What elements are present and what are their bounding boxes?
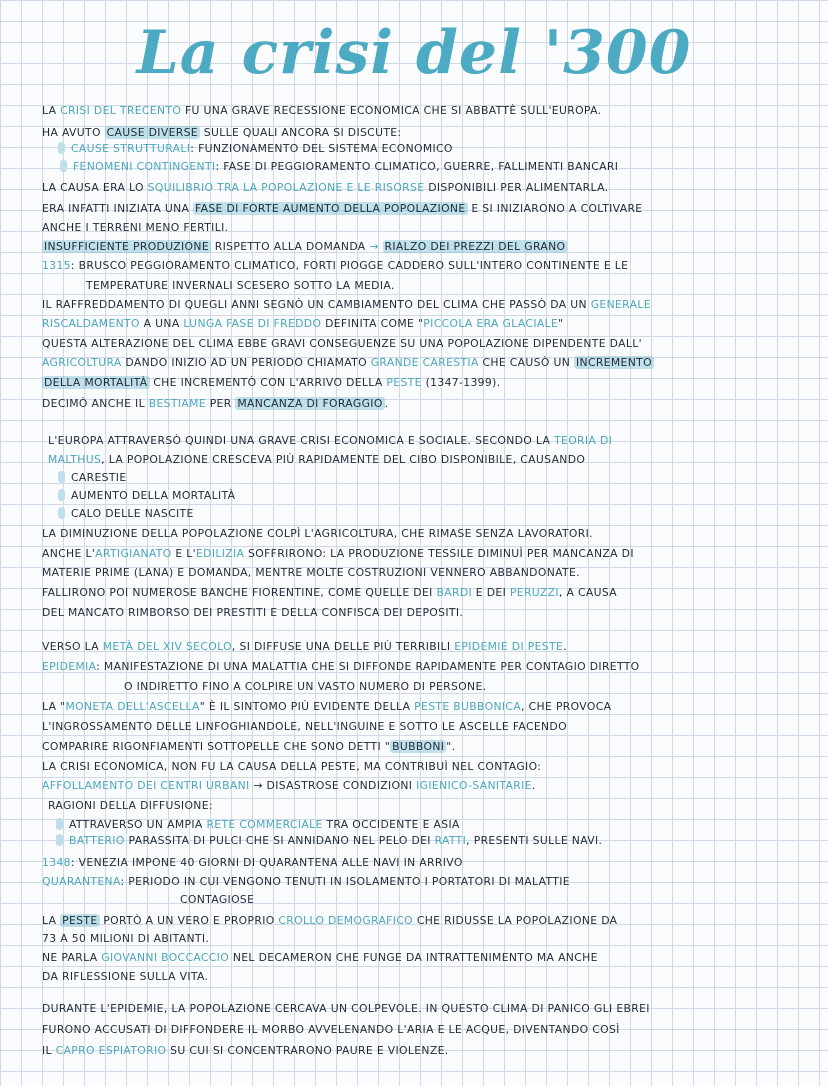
- note-text: ANCHE L': [42, 547, 96, 560]
- note-text: ".: [446, 740, 456, 753]
- note-line: [42, 720, 567, 734]
- note-line: [180, 893, 254, 907]
- bullet-marker: [58, 471, 65, 483]
- note-line: [42, 298, 651, 312]
- note-text: DA RIFLESSIONE SULLA VITA.: [42, 970, 209, 983]
- note-line: [42, 856, 463, 870]
- keyword-blue: GIOVANNI BOCCACCIO: [101, 951, 230, 964]
- note-text: QUESTA ALTERAZIONE DEL CLIMA EBBE GRAVI CONSEGUENZE SU UNA POPOLAZIONE DIPENDENTE DALL': [42, 337, 642, 350]
- note-text: DISPONIBILI PER ALIMENTARLA.: [424, 181, 609, 194]
- note-line: [124, 680, 486, 694]
- note-text: : FASE DI PEGGIORAMENTO CLIMATICO, GUERRE, FALLIMENTI BANCARI: [215, 160, 619, 173]
- note-text: ATTRAVERSO UN AMPIA: [69, 818, 207, 831]
- keyword-blue: BARDI: [436, 586, 473, 599]
- keyword-highlight: RIALZO DEI PREZZI DEL GRANO: [384, 240, 566, 253]
- keyword-blue: RATTI: [434, 834, 467, 847]
- note-line: [58, 142, 453, 156]
- keyword-blue: BESTIAME: [148, 397, 206, 410]
- keyword-blue: EPIDEMIE DI PESTE: [454, 640, 564, 653]
- note-text: CARESTIE: [71, 471, 127, 484]
- note-line: [60, 160, 618, 174]
- keyword-blue: AFFOLLAMENTO DEI CENTRI URBANI: [42, 779, 250, 792]
- note-text: LA CAUSA ERA LO: [42, 181, 148, 194]
- note-text: : BRUSCO PEGGIORAMENTO CLIMATICO, FORTI PIOGGE CADDERO SULL'INTERO CONTINENTE E LE: [70, 259, 629, 272]
- note-text: IL RAFFREDDAMENTO DI QUEGLI ANNI SEGNÒ UN CAMBIAMENTO DEL CLIMA CHE PASSÒ DA UN: [42, 298, 591, 311]
- note-text: LA ": [42, 700, 66, 713]
- note-text: HA AVUTO: [42, 126, 105, 139]
- note-text: SOFFRIRONO: LA PRODUZIONE TESSILE DIMINUÌ PER MANCANZA DI: [244, 547, 634, 560]
- note-text: (1347-1399).: [421, 376, 501, 389]
- note-text: : MANIFESTAZIONE DI UNA MALATTIA CHE SI DIFFONDE RAPIDAMENTE PER CONTAGIO DIRETTO: [96, 660, 640, 673]
- note-text: LA DIMINUZIONE DELLA POPOLAZIONE COLPÌ L'AGRICOLTURA, CHE RIMASE SENZA LAVORATORI.: [42, 527, 593, 540]
- keyword-blue: PESTE: [386, 376, 422, 389]
- note-text: CONTAGIOSE: [180, 893, 255, 906]
- note-line: [42, 240, 567, 254]
- keyword-highlight: FASE DI FORTE AUMENTO DELLA POPOLAZIONE: [195, 202, 466, 215]
- note-line: [42, 376, 500, 390]
- note-text: LA: [42, 104, 61, 117]
- note-text: , LA POPOLAZIONE CRESCEVA PIÙ RAPIDAMENTE DEL CIBO DISPONIBILE, CAUSANDO: [101, 453, 586, 466]
- note-text: FU UNA GRAVE RECESSIONE ECONOMICA CHE SI ABBATTÈ SULL'EUROPA.: [181, 104, 602, 117]
- keyword-blue: QUARANTENA: [42, 875, 121, 888]
- note-line: [58, 489, 235, 503]
- note-line: [42, 181, 608, 195]
- note-line: [42, 566, 580, 580]
- note-text: ANCHE I TERRENI MENO FERTILI.: [42, 221, 229, 234]
- note-line: [42, 202, 642, 216]
- keyword-highlight: CAUSE DIVERSE: [106, 126, 198, 139]
- keyword-blue: CAPRO ESPIATORIO: [55, 1044, 167, 1057]
- note-text: DEL MANCATO RIMBORSO DEI PRESTITI E DELLA CONFISCA DEI DEPOSITI.: [42, 606, 464, 619]
- note-line: [42, 126, 401, 140]
- note-text: PARASSITA DI PULCI CHE SI ANNIDANO NEL PELO DEI: [124, 834, 435, 847]
- note-text: A UNA: [139, 317, 184, 330]
- note-text: E L': [171, 547, 196, 560]
- note-text: L'EUROPA ATTRAVERSÒ QUINDI UNA GRAVE CRISI ECONOMICA E SOCIALE. SECONDO LA: [48, 434, 555, 447]
- bullet-marker: [58, 142, 65, 154]
- keyword-highlight: PESTE: [62, 914, 98, 927]
- page-title: La crisi del '300: [136, 18, 692, 88]
- note-line: [42, 970, 208, 984]
- note-line: [58, 507, 194, 521]
- note-line: [42, 586, 617, 600]
- bullet-marker: [58, 507, 65, 519]
- note-line: [42, 914, 617, 928]
- note-line: [42, 700, 611, 714]
- note-line: [48, 453, 585, 467]
- keyword-highlight: MANCANZA DI FORAGGIO: [237, 397, 383, 410]
- keyword-blue: CRISI DEL TRECENTO: [60, 104, 182, 117]
- keyword-highlight: BUBBONI: [392, 740, 445, 753]
- keyword-blue: EPIDEMIA: [42, 660, 97, 673]
- bullet-marker: [56, 818, 63, 830]
- keyword-blue: GENERALE: [590, 298, 651, 311]
- note-text: DEFINITA COME ": [321, 317, 424, 330]
- note-text: FURONO ACCUSATI DI DIFFONDERE IL MORBO AVVELENANDO L'ARIA E LE ACQUE, DIVENTANDO COSÌ: [42, 1023, 620, 1036]
- keyword-highlight: DELLA MORTALITÀ: [44, 376, 148, 389]
- note-text: DURANTE L'EPIDEMIE, LA POPOLAZIONE CERCAVA UN COLPEVOLE. IN QUESTO CLIMA DI PANICO GLI EBREI: [42, 1002, 650, 1015]
- keyword-blue: EDILIZIA: [195, 547, 245, 560]
- note-line: [42, 317, 563, 331]
- note-line: [56, 834, 602, 848]
- note-text: LA CRISI ECONOMICA, NON FU LA CAUSA DELLA PESTE, MA CONTRIBUÌ NEL CONTAGIO:: [42, 760, 542, 773]
- note-text: MATERIE PRIME (LANA) E DOMANDA, MENTRE MOLTE COSTRUZIONI VENNERO ABBANDONATE.: [42, 566, 580, 579]
- note-line: [42, 760, 541, 774]
- note-line: [42, 259, 628, 273]
- note-line: [42, 1044, 449, 1058]
- keyword-blue: TEORIA DI: [554, 434, 613, 447]
- note-text: , PRESENTI SULLE NAVI.: [466, 834, 603, 847]
- keyword-blue: ARTIGIANATO: [95, 547, 172, 560]
- keyword-highlight: INCREMENTO: [575, 356, 652, 369]
- note-text: RISPETTO ALLA DOMANDA: [211, 240, 370, 253]
- bullet-marker: [60, 160, 67, 172]
- note-line: [42, 660, 640, 674]
- note-text: SU CUI SI CONCENTRARONO PAURE E VIOLENZE.: [166, 1044, 449, 1057]
- note-line: [42, 397, 388, 411]
- note-text: NEL DECAMERON CHE FUNGE DA INTRATTENIMENTO MA ANCHE: [229, 951, 598, 964]
- note-text: LA: [42, 914, 61, 927]
- note-line: [42, 1023, 620, 1037]
- note-text: RAGIONI DELLA DIFFUSIONE:: [48, 799, 213, 812]
- note-line: [48, 434, 612, 448]
- note-text: .: [531, 779, 536, 792]
- note-text: TEMPERATURE INVERNALI SCESERO SOTTO LA MEDIA.: [86, 279, 395, 292]
- note-text: PORTÒ A UN VERO E PROPRIO: [99, 914, 279, 927]
- keyword-blue: SQUILIBRIO TRA LA POPOLAZIONE E LE RISORSE: [147, 181, 425, 194]
- note-line: [42, 875, 570, 889]
- note-text: CHE INCREMENTÒ CON L'ARRIVO DELLA: [149, 376, 387, 389]
- note-text: E SI INIZIARONO A COLTIVARE: [467, 202, 643, 215]
- keyword-blue: CROLLO DEMOGRAFICO: [278, 914, 414, 927]
- note-text: DANDO INIZIO AD UN PERIODO CHIAMATO: [121, 356, 371, 369]
- note-text: NE PARLA: [42, 951, 102, 964]
- keyword-blue: MALTHUS: [48, 453, 102, 466]
- keyword-blue: AGRICOLTURA: [42, 356, 122, 369]
- note-text: → DISASTROSE CONDIZIONI: [249, 779, 417, 792]
- keyword-blue: 1315: [42, 259, 71, 272]
- keyword-blue: CAUSE STRUTTURALI: [71, 142, 191, 155]
- note-text: : PERIODO IN CUI VENGONO TENUTI IN ISOLAMENTO I PORTATORI DI MALATTIE: [120, 875, 570, 888]
- note-text: 73 A 50 MILIONI DI ABITANTI.: [42, 932, 210, 945]
- note-line: [42, 740, 455, 754]
- note-text: : FUNZIONAMENTO DEL SISTEMA ECONOMICO: [190, 142, 453, 155]
- note-text: TRA OCCIDENTE E ASIA: [322, 818, 460, 831]
- note-text: CHE RIDUSSE LA POPOLAZIONE DA: [413, 914, 618, 927]
- keyword-blue: →: [369, 240, 379, 253]
- note-line: [42, 640, 567, 654]
- note-text: .: [563, 640, 567, 653]
- note-text: CHE CAUSÒ UN: [478, 356, 574, 369]
- note-line: [42, 337, 642, 351]
- note-line: [48, 799, 213, 813]
- note-text: AUMENTO DELLA MORTALITÀ: [71, 489, 236, 502]
- note-text: " È IL SINTOMO PIÙ EVIDENTE DELLA: [199, 700, 415, 713]
- note-text: ERA INFATTI INIZIATA UNA: [42, 202, 194, 215]
- keyword-blue: RISCALDAMENTO: [42, 317, 140, 330]
- note-line: [42, 779, 536, 793]
- note-text: : VENEZIA IMPONE 40 GIORNI DI QUARANTENA ALLE NAVI IN ARRIVO: [70, 856, 463, 869]
- note-text: DECIMÒ ANCHE IL: [42, 397, 149, 410]
- note-line: [42, 547, 634, 561]
- note-text: FALLIRONO POI NUMEROSE BANCHE FIORENTINE, COME QUELLE DEI: [42, 586, 437, 599]
- keyword-blue: RETE COMMERCIALE: [206, 818, 323, 831]
- keyword-blue: BATTERIO: [69, 834, 125, 847]
- note-text: [379, 240, 383, 253]
- keyword-blue: 1348: [42, 856, 71, 869]
- note-text: L'INGROSSAMENTO DELLE LINFOGHIANDOLE, NELL'INGUINE E SOTTO LE ASCELLE FACENDO: [42, 720, 567, 733]
- keyword-blue: GRANDE CARESTIA: [370, 356, 479, 369]
- note-line: [56, 818, 460, 832]
- note-line: [42, 951, 598, 965]
- bullet-marker: [58, 489, 65, 501]
- keyword-blue: LUNGA FASE DI FREDDO: [183, 317, 322, 330]
- note-text: COMPARIRE RIGONFIAMENTI SOTTOPELLE CHE SONO DETTI ": [42, 740, 391, 753]
- note-text: SULLE QUALI ANCORA SI DISCUTE:: [199, 126, 402, 139]
- note-text: PER: [205, 397, 236, 410]
- keyword-blue: PICCOLA ERA GLACIALE: [423, 317, 559, 330]
- keyword-blue: IGIENICO-SANITARIE: [416, 779, 532, 792]
- note-line: [42, 356, 654, 370]
- note-text: E DEI: [472, 586, 510, 599]
- note-line: [42, 104, 601, 118]
- keyword-blue: FENOMENI CONTINGENTI: [73, 160, 216, 173]
- note-text: O INDIRETTO FINO A COLPIRE UN VASTO NUMERO DI PERSONE.: [124, 680, 487, 693]
- note-text: , A CAUSA: [558, 586, 617, 599]
- note-line: [42, 527, 593, 541]
- note-text: , SI DIFFUSE UNA DELLE PIÙ TERRIBILI: [231, 640, 455, 653]
- note-line: [42, 932, 209, 946]
- keyword-highlight: INSUFFICIENTE PRODUZIONE: [44, 240, 210, 253]
- note-line: [42, 221, 228, 235]
- note-text: IL: [42, 1044, 56, 1057]
- note-line: [58, 471, 127, 485]
- bullet-marker: [56, 834, 63, 846]
- note-line: [42, 1002, 650, 1016]
- keyword-blue: PESTE BUBBONICA: [414, 700, 522, 713]
- note-text: CALO DELLE NASCITE: [71, 507, 194, 520]
- keyword-blue: METÀ DEL XIV SECOLO: [102, 640, 232, 653]
- note-text: VERSO LA: [42, 640, 103, 653]
- keyword-blue: PERUZZI: [509, 586, 559, 599]
- note-line: [42, 606, 463, 620]
- keyword-blue: MONETA DELL'ASCELLA: [65, 700, 200, 713]
- note-line: [86, 279, 395, 293]
- note-text: .: [384, 397, 389, 410]
- note-text: ": [558, 317, 564, 330]
- note-text: , CHE PROVOCA: [521, 700, 612, 713]
